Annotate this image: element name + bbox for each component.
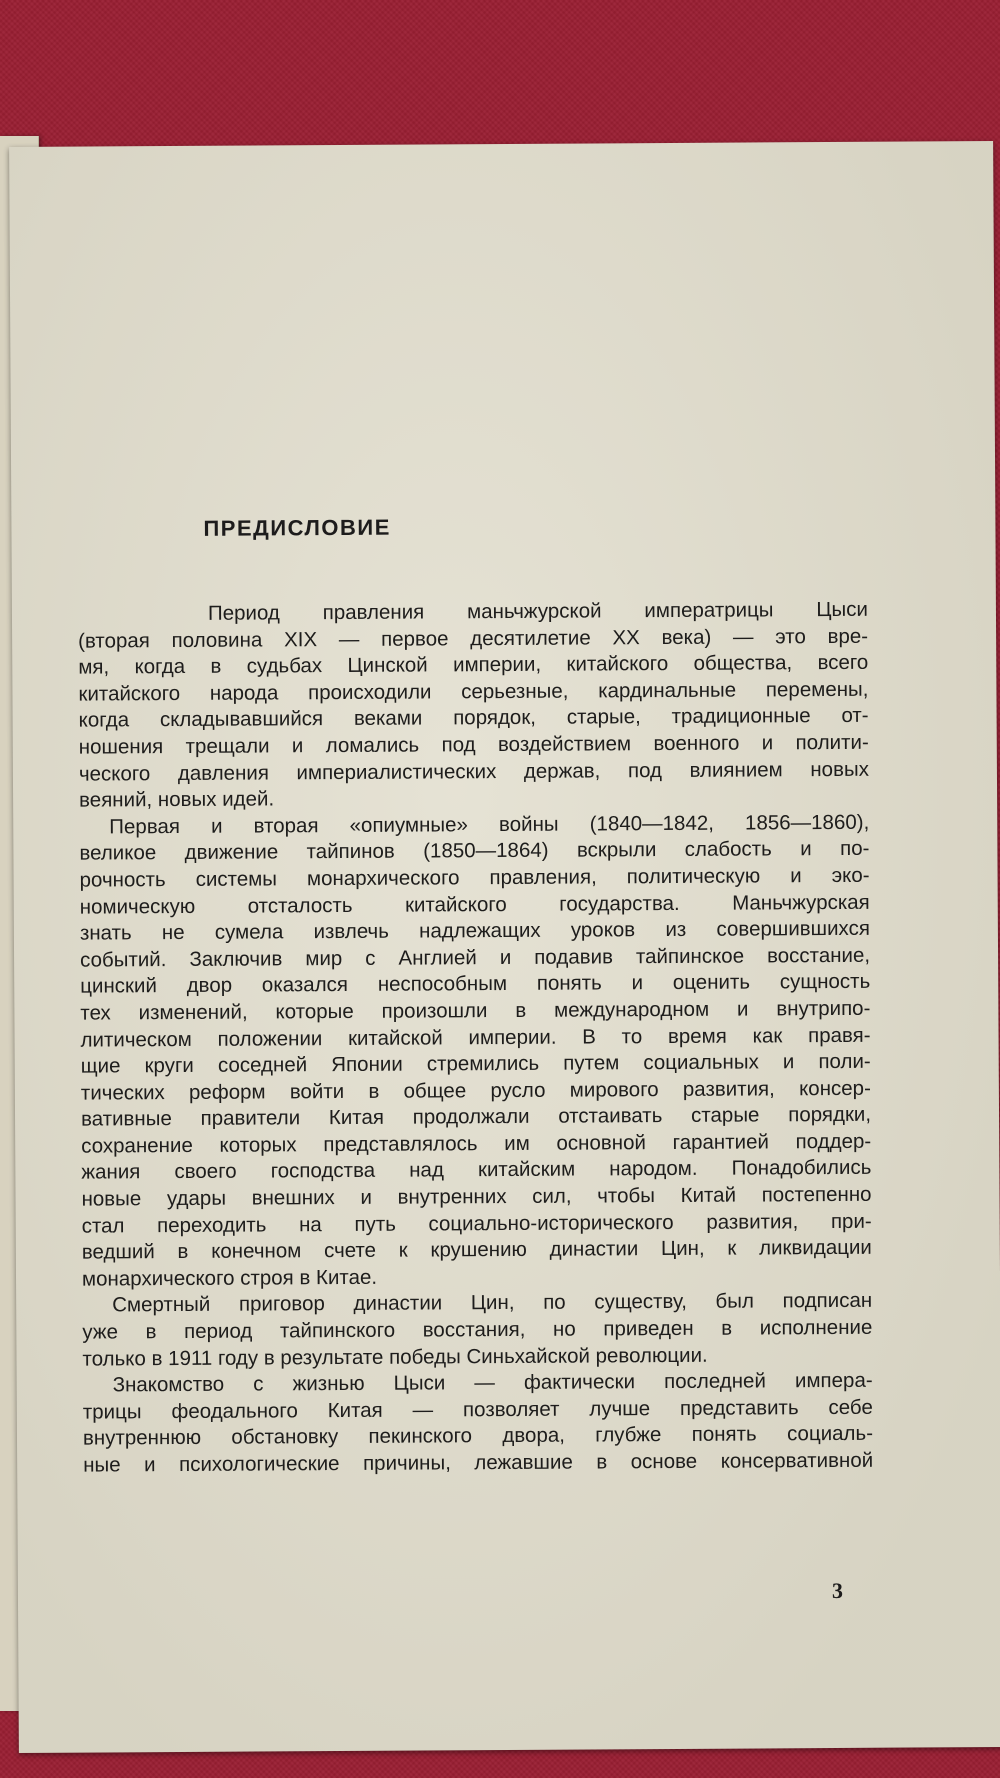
text-line: тических реформ войти в общее русло мирового развития, консер-	[80, 1076, 871, 1105]
book-page	[9, 141, 1000, 1753]
text-line: Первая и вторая «опиумные» войны (1840—1842, 1856—1860),	[109, 810, 870, 839]
text-line: цинский двор оказался неспособным понять и оценить сущность	[80, 970, 871, 998]
text-line: сохранение которых представлялось им основной гарантией поддер-	[81, 1129, 872, 1158]
text-line: номическую отсталость китайского государства. Маньчжурская	[79, 890, 870, 919]
text-line: ные и психологические причины, лежавшие в основе консервативной	[83, 1448, 874, 1477]
text-line: знать не сумела извлечь надлежащих уроков из совершившихся	[79, 916, 870, 945]
text-line: мя, когда в судьбах Цинской империи, китайского общества, всего	[78, 650, 869, 679]
text-line: Знакомство с жизнью Цыси — фактически последней импера-	[112, 1368, 873, 1397]
text-line: событий. Заключив мир с Англией и подавив тайпинское восстание,	[80, 943, 871, 972]
text-line: трицы феодального Китая — позволяет лучше представить себе	[82, 1395, 873, 1424]
text-line: монархического строя в Китае.	[81, 1265, 378, 1291]
text-line: вативные правители Китая продолжали отстаивать старые порядки,	[80, 1103, 872, 1131]
text-line: ношения трещали и ломались под воздействием военного и полити-	[78, 730, 869, 759]
text-line: рочность системы монархического правления, политическую и эко-	[79, 863, 870, 892]
text-line: жания своего господства над китайским народом. Понадобились	[81, 1156, 872, 1185]
text-line: великое движение тайпинов (1850—1864) вскрыли слабость и по-	[79, 837, 870, 865]
text-line: стал переходить на путь социально-исторического развития, при-	[81, 1209, 872, 1238]
text-line: китайского народа происходили серьезные, кардинальные перемены,	[78, 677, 869, 706]
text-line: щие круги соседней Японии стремились путем социальных и поли-	[80, 1049, 871, 1078]
text-line: Период правления маньчжурской императрицы Цыси	[207, 597, 869, 625]
text-line: ведший в конечном счете к крушению династии Цин, к ликвидации	[81, 1236, 872, 1264]
text-line: внутреннюю обстановку пекинского двора, глубже понять социаль-	[82, 1422, 874, 1450]
text-line: ческого давления империалистических держав, под влиянием новых	[78, 757, 869, 786]
page-heading: ПРЕДИСЛОВИЕ	[203, 514, 391, 541]
page-number: 3	[831, 1577, 844, 1604]
text-line: когда складывавшийся веками порядок, старые, традиционные от-	[78, 704, 869, 732]
text-line: веяний, новых идей.	[79, 787, 275, 812]
text-line: новые удары внешних и внутренних сил, чтобы Китай постепенно	[81, 1182, 872, 1211]
text-line: только в 1911 году в результате победы Синьхайской революции.	[82, 1343, 708, 1371]
text-line: уже в период тайпинского восстания, но приведен в исполнение	[82, 1315, 873, 1344]
text-line: (вторая половина XIX — первое десятилетие XX века) — это вре-	[78, 624, 869, 653]
text-line: Смертный приговор династии Цин, по существу, был подписан	[112, 1289, 873, 1317]
text-line: тех изменений, которые произошли в международном и внутрипо-	[80, 996, 871, 1025]
preface-text	[78, 597, 873, 1479]
text-line: литическом положении китайской империи. В то время как правя-	[80, 1023, 871, 1052]
